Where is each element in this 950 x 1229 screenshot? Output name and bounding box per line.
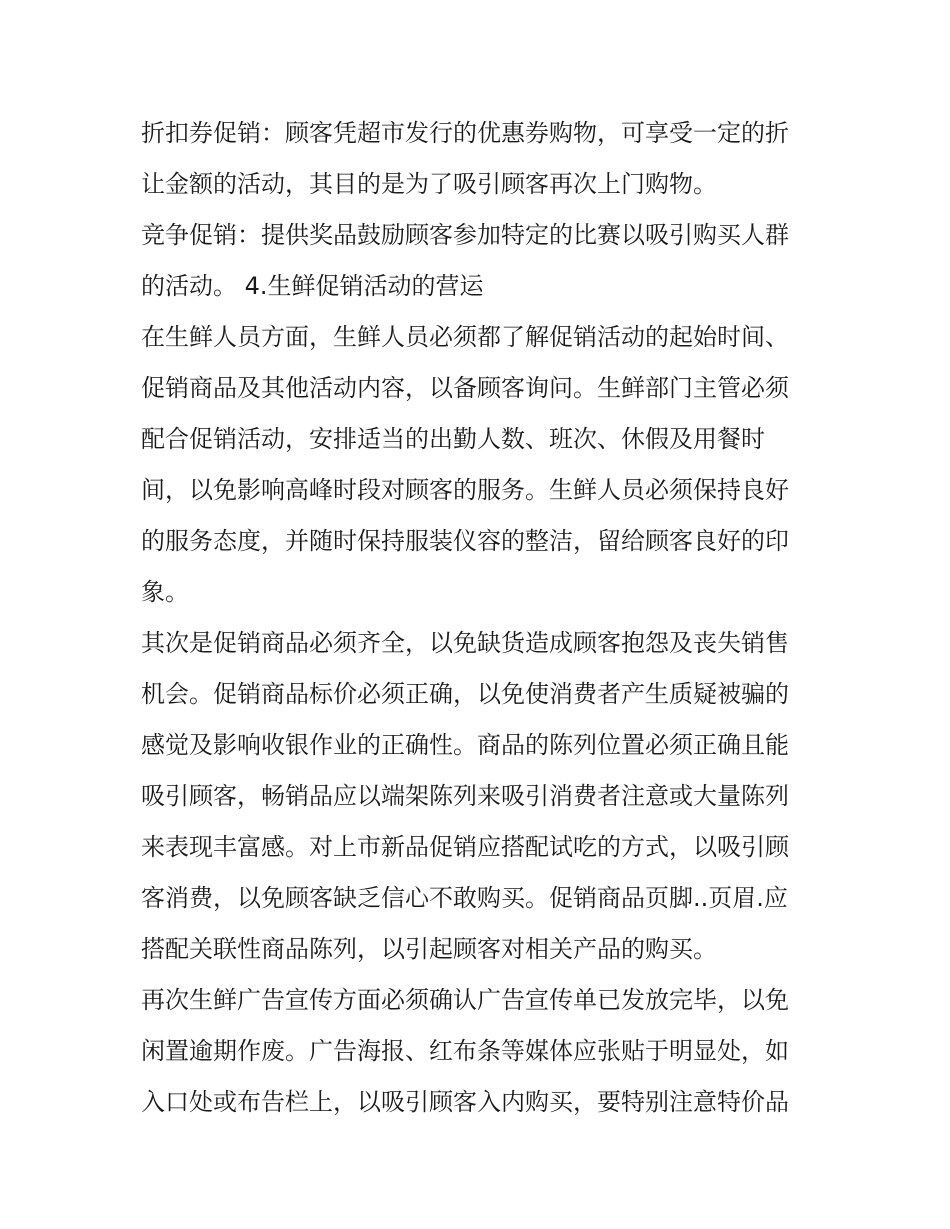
text-line: 让金额的活动，其目的是为了吸引顾客再次上门购物。 xyxy=(141,170,717,198)
text-line: 机会。促销商品标价必须正确，以免使消费者产生质疑被骗的 xyxy=(141,680,789,708)
text-line: 竞争促销：提供奖品鼓励顾客参加特定的比赛以吸引购买人群 xyxy=(141,221,789,249)
text-line: 其次是促销商品必须齐全，以免缺货造成顾客抱怨及丧失销售 xyxy=(141,629,789,657)
text-line: 入口处或布告栏上，以吸引顾客入内购买，要特别注意特价品 xyxy=(141,1088,789,1116)
text-line: 吸引顾客，畅销品应以端架陈列来吸引消费者注意或大量陈列 xyxy=(141,782,789,810)
document-body xyxy=(141,108,821,1128)
text-line: 配合促销活动，安排适当的出勤人数、班次、休假及用餐时 xyxy=(141,425,765,453)
text-line: 促销商品及其他活动内容，以备顾客询问。生鲜部门主管必须 xyxy=(141,374,789,402)
text-line: 象。 xyxy=(141,578,189,606)
text-line: 搭配关联性商品陈列，以引起顾客对相关产品的购买。 xyxy=(141,935,717,963)
text-line: 客消费，以免顾客缺乏信心不敢购买。促销商品页脚..页眉.应 xyxy=(141,884,788,912)
text-line: 闲置逾期作废。广告海报、红布条等媒体应张贴于明显处，如 xyxy=(141,1037,789,1065)
text-line: 折扣券促销：顾客凭超市发行的优惠券购物，可享受一定的折 xyxy=(141,119,789,147)
text-line: 来表现丰富感。对上市新品促销应搭配试吃的方式，以吸引顾 xyxy=(141,833,789,861)
text-line: 再次生鲜广告宣传方面必须确认广告宣传单已发放完毕，以免 xyxy=(141,986,789,1014)
text-line: 感觉及影响收银作业的正确性。商品的陈列位置必须正确且能 xyxy=(141,731,789,759)
text-line: 在生鲜人员方面，生鲜人员必须都了解促销活动的起始时间、 xyxy=(141,323,789,351)
text-line: 的活动。 4.生鲜促销活动的营运 xyxy=(141,272,484,300)
text-line: 的服务态度，并随时保持服装仪容的整洁，留给顾客良好的印 xyxy=(141,527,789,555)
text-line: 间，以免影响高峰时段对顾客的服务。生鲜人员必须保持良好 xyxy=(141,476,789,504)
